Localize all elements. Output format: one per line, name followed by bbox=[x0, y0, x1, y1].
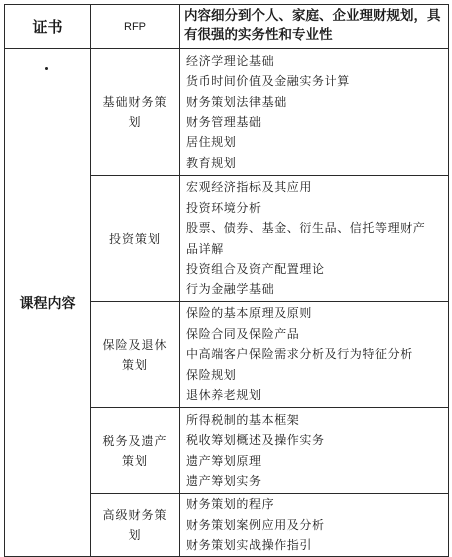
list-item: 税收筹划概述及操作实务 bbox=[186, 433, 325, 448]
list-item: 保险规划 bbox=[186, 367, 237, 382]
list-item: 财务策划实战操作指引 bbox=[186, 538, 313, 553]
list-item: 保险合同及保险产品 bbox=[186, 326, 300, 341]
module-name-advanced bbox=[91, 494, 180, 557]
list-item: 遗产筹划原理 bbox=[186, 453, 262, 468]
module-name-line: 税务及遗产 bbox=[102, 433, 168, 448]
list-item: 品详解 bbox=[186, 241, 224, 256]
module-items-investment bbox=[180, 176, 449, 302]
list-item: 股票、债券、基金、衍生品、信托等理财产 bbox=[186, 221, 426, 236]
dot-mark bbox=[45, 67, 48, 70]
header-program: RFP bbox=[91, 5, 180, 49]
list-item: 经济学理论基础 bbox=[186, 53, 275, 68]
module-name-basic bbox=[91, 49, 180, 176]
header-certificate: 证书 bbox=[5, 5, 91, 49]
list-item: 教育规划 bbox=[186, 155, 237, 170]
list-item: 财务策划的程序 bbox=[186, 497, 275, 512]
header-row bbox=[5, 5, 449, 49]
module-name-line: 保险及退休 bbox=[102, 337, 168, 352]
module-items-insurance bbox=[180, 302, 449, 408]
list-item: 保险的基本原理及原则 bbox=[186, 306, 313, 321]
list-item: 投资组合及资产配置理论 bbox=[186, 261, 325, 276]
module-name-tax bbox=[91, 408, 180, 494]
module-name-line: 策划 bbox=[121, 453, 148, 468]
module-name-line: 投资策划 bbox=[108, 231, 161, 246]
list-item: 退休养老规划 bbox=[186, 388, 262, 403]
list-item: 所得税制的基本框架 bbox=[186, 412, 300, 427]
course-content-label: 课程内容 bbox=[19, 295, 76, 312]
module-name-line: 划 bbox=[128, 115, 142, 129]
list-item: 居住规划 bbox=[186, 135, 237, 150]
list-item: 财务策划法律基础 bbox=[186, 94, 287, 109]
list-item: 行为金融学基础 bbox=[186, 282, 275, 297]
course-content-cell bbox=[5, 49, 91, 557]
module-name-investment bbox=[91, 176, 180, 302]
module-row-basic bbox=[5, 49, 449, 176]
module-name-line: 基础财务策 bbox=[102, 95, 168, 109]
module-name-line: 策划 bbox=[121, 357, 148, 372]
list-item: 财务管理基础 bbox=[186, 115, 262, 129]
module-items-tax bbox=[180, 408, 449, 494]
list-item: 财务策划案例应用及分析 bbox=[186, 517, 325, 532]
module-items-basic bbox=[180, 49, 449, 176]
list-item: 中高端客户保险需求分析及行为特征分析 bbox=[186, 347, 413, 362]
header-description: 内容细分到个人、家庭、企业理财规划，具有很强的实务性和专业性 bbox=[180, 5, 449, 49]
list-item: 投资环境分析 bbox=[186, 200, 262, 215]
list-item: 遗产筹划实务 bbox=[186, 473, 262, 488]
list-item: 货币时间价值及金融实务计算 bbox=[186, 74, 350, 89]
module-items-advanced bbox=[180, 494, 449, 557]
module-name-line: 高级财务策 bbox=[102, 508, 168, 522]
curriculum-table bbox=[4, 4, 449, 557]
list-item: 宏观经济指标及其应用 bbox=[186, 180, 313, 195]
module-name-insurance bbox=[91, 302, 180, 408]
module-name-line: 划 bbox=[128, 528, 142, 542]
